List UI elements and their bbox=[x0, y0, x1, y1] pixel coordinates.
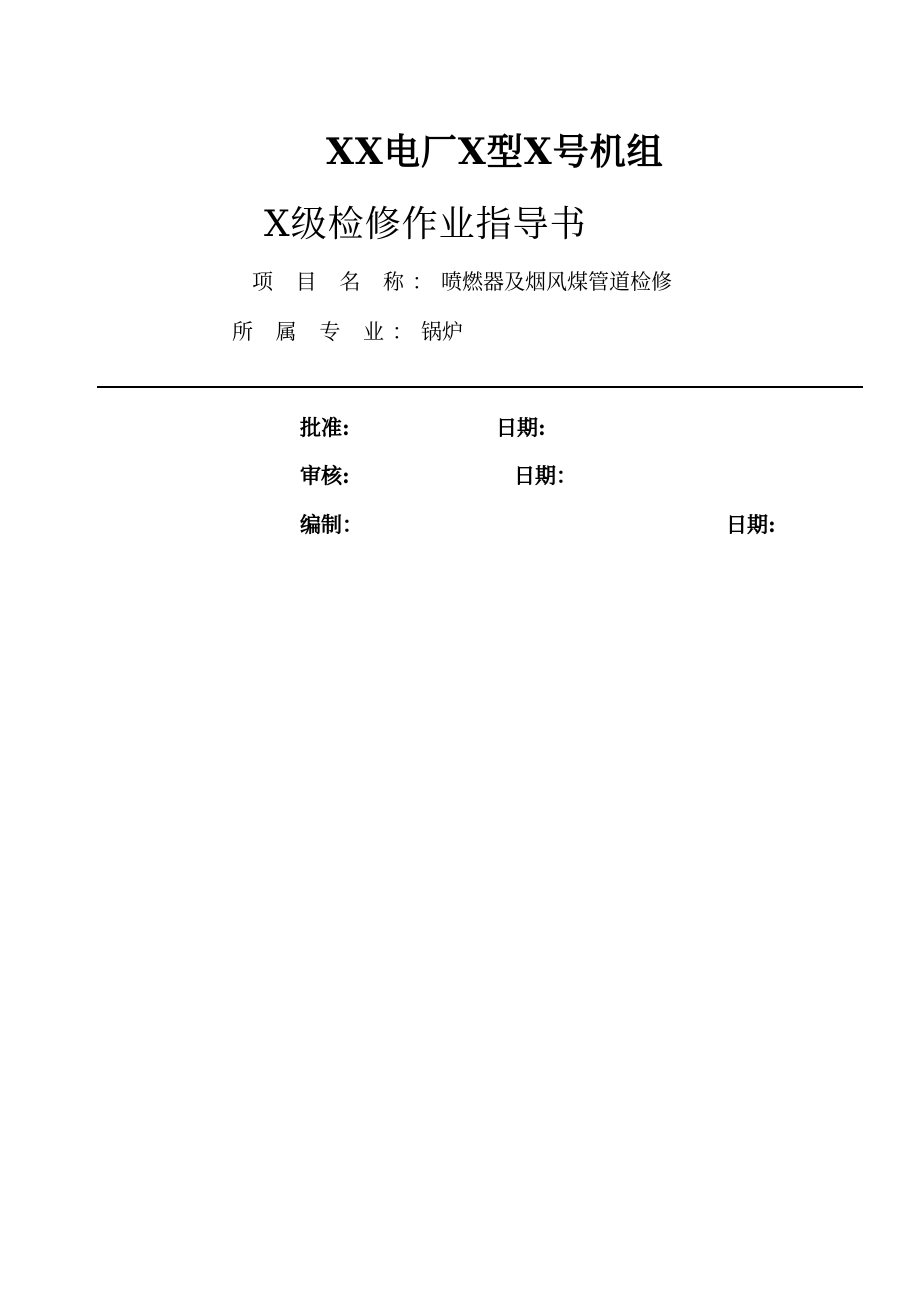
discipline-value: 锅炉 bbox=[421, 320, 464, 344]
horizontal-divider bbox=[97, 386, 863, 388]
discipline-row bbox=[232, 316, 463, 346]
discipline-label: 所 属 专 业： bbox=[232, 320, 422, 344]
review-label: 审核: bbox=[300, 463, 350, 488]
document-title-line2: X级检修作业指导书 bbox=[264, 204, 587, 245]
project-name-label: 项 目 名 称： bbox=[252, 270, 442, 294]
compile-label: 编制： bbox=[300, 512, 363, 537]
review-date-label: 日期： bbox=[514, 463, 577, 488]
approve-label: 批准: bbox=[300, 415, 350, 440]
project-name-value: 喷燃器及烟风煤管道检修 bbox=[441, 270, 673, 294]
approve-date-label: 日期: bbox=[496, 415, 546, 440]
compile-date-label: 日期: bbox=[726, 512, 776, 537]
document-title-line1: XX电厂X型X号机组 bbox=[326, 131, 664, 173]
project-name-row bbox=[252, 266, 672, 296]
